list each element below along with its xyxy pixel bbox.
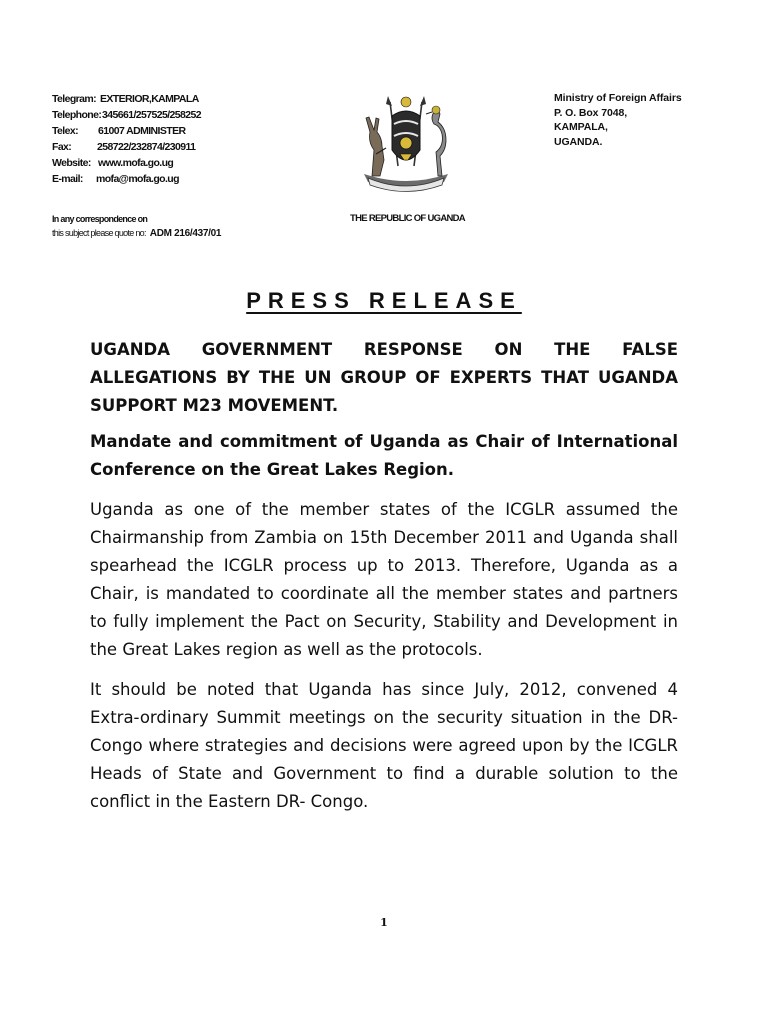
address-line: UGANDA. <box>554 135 603 148</box>
contact-block <box>52 91 201 187</box>
fax-row <box>52 139 201 155</box>
email-row <box>52 171 201 187</box>
ministry-address <box>554 91 682 149</box>
website-row <box>52 155 201 171</box>
page-title <box>0 288 768 314</box>
address-line: KAMPALA, <box>554 121 608 133</box>
telegram-row <box>52 91 201 107</box>
correspondence-line-2 <box>52 226 221 241</box>
telephone-row <box>52 107 201 123</box>
email-label: E-mail: <box>52 173 83 185</box>
reference-number: ADM 216/437/01 <box>149 228 222 239</box>
fax-label: Fax: <box>52 141 72 153</box>
page-title-text: PRESS RELEASE <box>246 288 522 313</box>
correspondence-note <box>52 212 221 241</box>
address-line: Ministry of Foreign Affairs <box>554 92 682 104</box>
document-body <box>90 336 678 816</box>
telex-label: Telex: <box>52 125 78 137</box>
document-heading: UGANDA GOVERNMENT RESPONSE ON THE FALSE ALLEGATIONS BY THE UN GROUP OF EXPERTS THAT UGANDA SUPPORT M23 MOVEMENT. <box>90 340 678 415</box>
body-paragraph: Uganda as one of the member states of the ICGLR assumed the Chairmanship from Zambia on 15th December 2011 and Uganda shall spearhead the ICGLR process up to 2013. Therefore, Uganda as a Chair, is mandated to coordinate all the member states and partners to fully implement the Pact on Security, Stability and Development in the Great Lakes region as well as the protocols. <box>90 500 678 659</box>
email-value: mofa@mofa.go.ug <box>96 173 179 185</box>
document-subheading: Mandate and commitment of Uganda as Chair of International Conference on the Great Lakes Region. <box>90 432 678 479</box>
website-value: www.mofa.go.ug <box>98 157 174 169</box>
body-paragraph: It should be noted that Uganda has since July, 2012, convened 4 Extra-ordinary Summit meetings on the security situation in the DR-Congo where strategies and decisions were agreed upon by the ICGLR Heads of State and Government to find a durable solution to the conflict in the Eastern DR- Congo. <box>90 680 678 811</box>
telegram-label: Telegram: <box>52 93 97 105</box>
telephone-label: Telephone: <box>52 109 102 121</box>
website-label: Website: <box>52 157 91 169</box>
telex-row <box>52 123 201 139</box>
uganda-coat-of-arms-icon <box>350 88 462 198</box>
telegram-value: EXTERIOR,KAMPALA <box>100 93 199 105</box>
fax-value: 258722/232874/230911 <box>97 141 196 153</box>
page-number: 1 <box>380 916 388 929</box>
telex-value: 61007 ADMINISTER <box>98 125 186 137</box>
correspondence-line-1: In any correspondence on <box>52 214 148 224</box>
address-line: P. O. Box 7048, <box>554 106 628 119</box>
republic-label: THE REPUBLIC OF UGANDA <box>350 213 465 224</box>
telephone-value: 345661/257525/258252 <box>102 109 201 121</box>
correspondence-line-2-text: this subject please quote no: <box>52 228 146 238</box>
